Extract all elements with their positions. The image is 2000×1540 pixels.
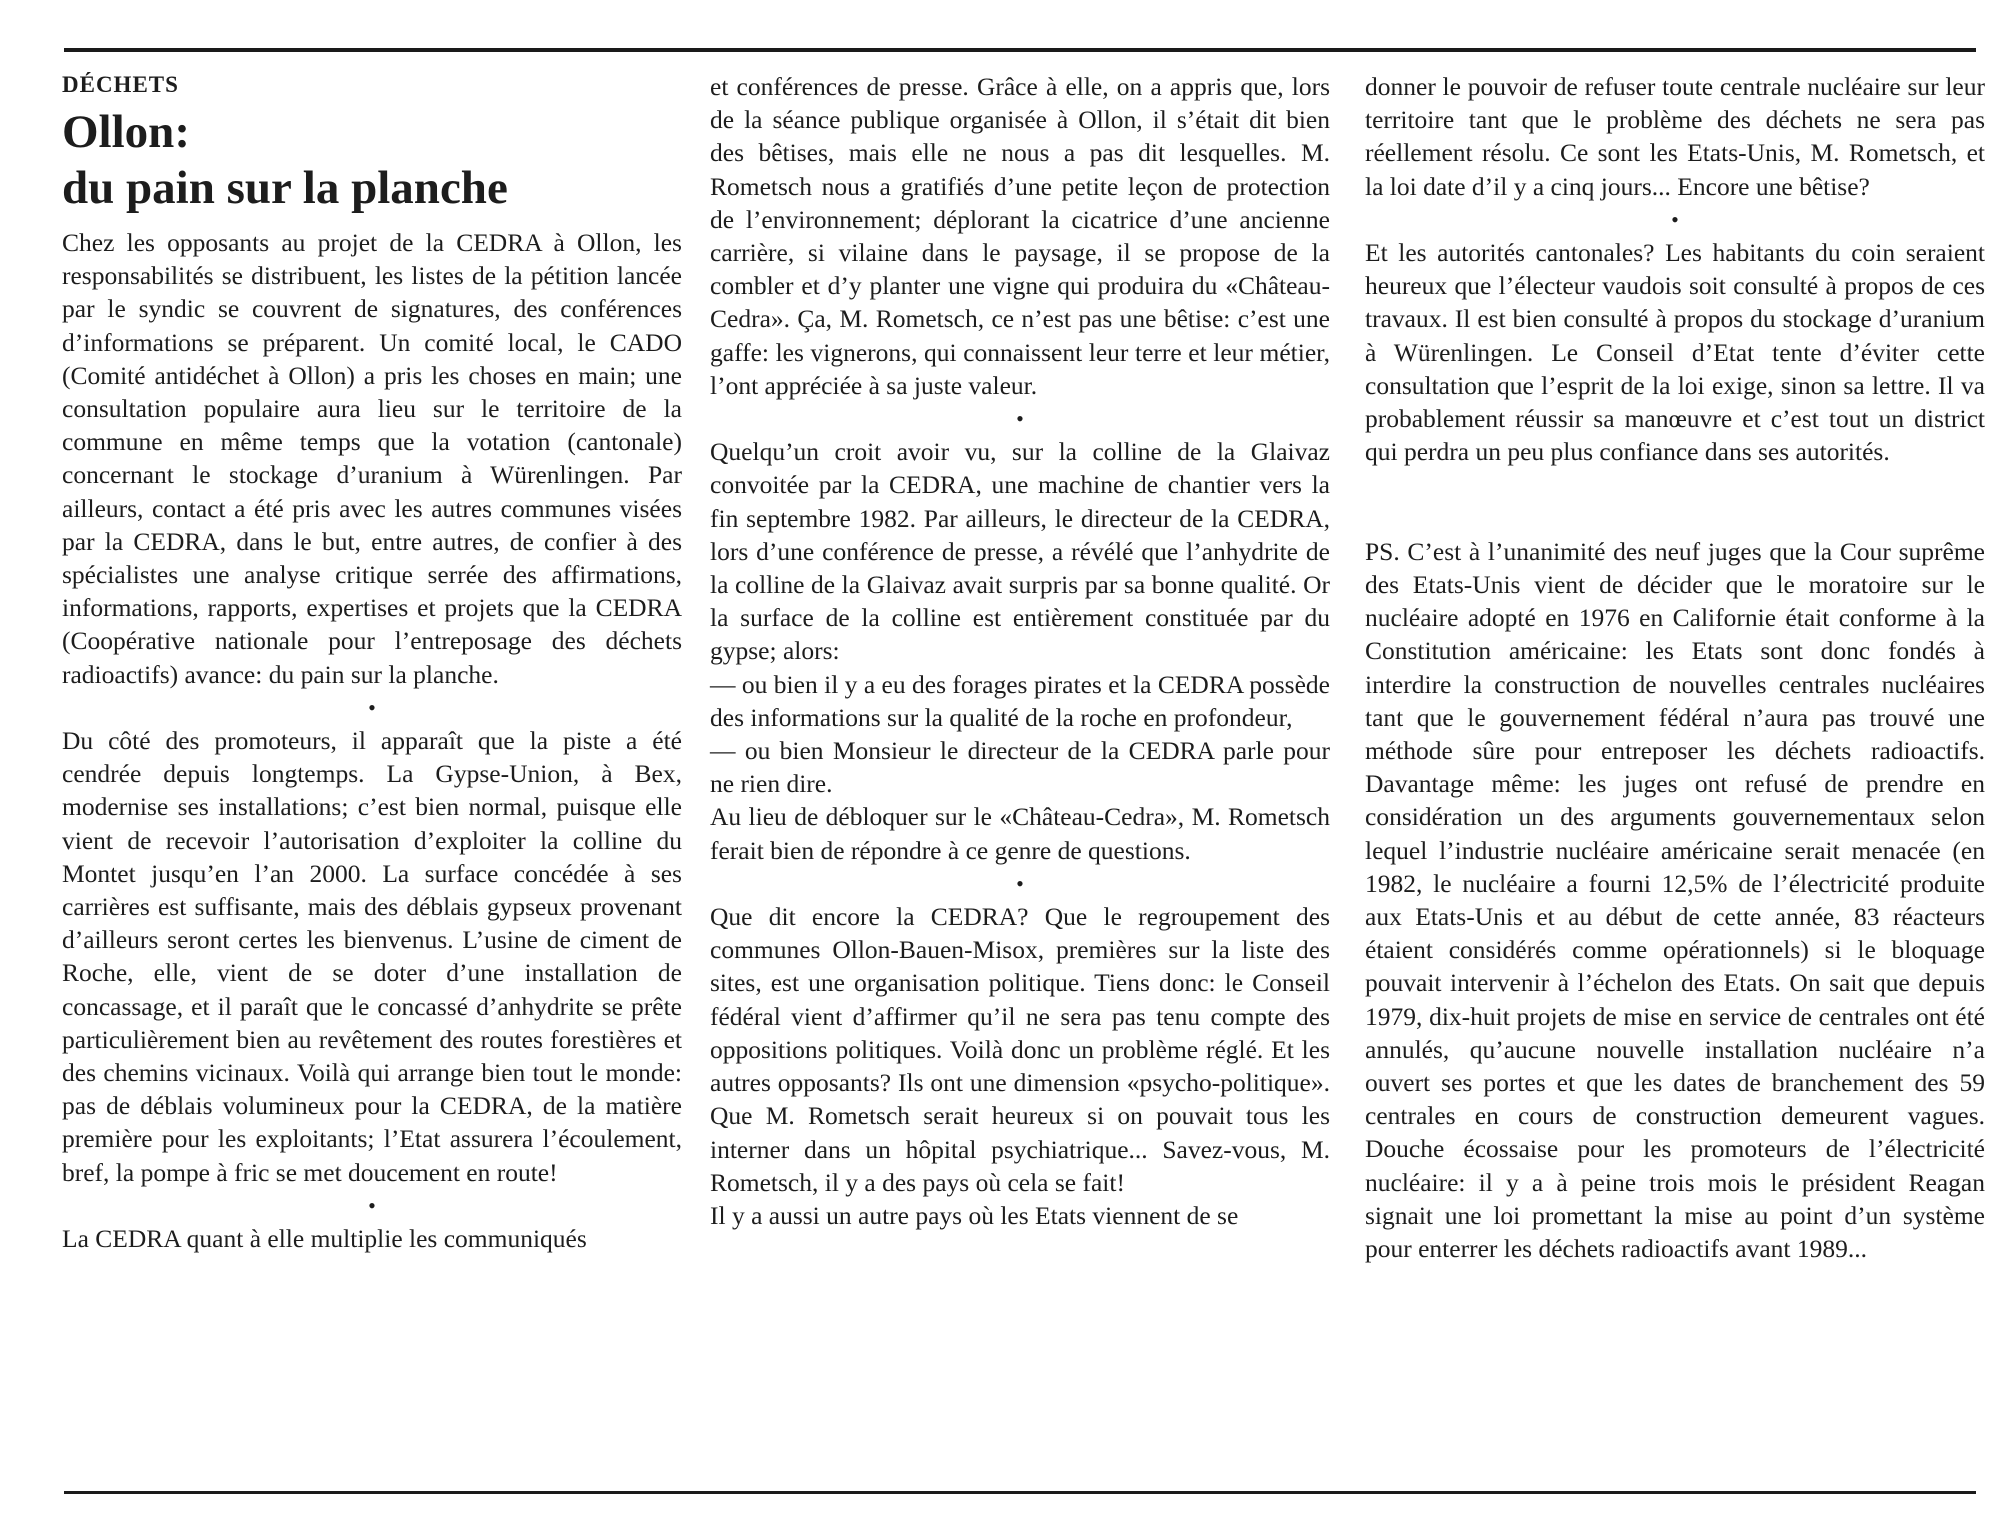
paragraph: donner le pouvoir de refuser toute centrale nucléaire sur leur territoire tant que le problème des déchets ne sera pas réellement résolu. Ce sont les Etats-Unis, M. Rometsch, et la loi date d’il y a cinq jours... Encore une bêtise? (1365, 72, 1985, 201)
paragraph: La CEDRA quant à elle multiplie les communiqués (62, 1224, 587, 1254)
paragraph: — ou bien il y a eu des forages pirates et la CEDRA possède des informations sur la qualité de la roche en profondeur, (710, 669, 1330, 732)
section-kicker: DÉCHETS (62, 72, 179, 97)
spacer (1365, 468, 1985, 534)
paragraph: — ou bien Monsieur le directeur de la CEDRA parle pour ne rien dire. (710, 736, 1330, 799)
paragraph: Que dit encore la CEDRA? Que le regroupement des communes Ollon-Bauen-Misox, premières sur la liste des sites, est une organisation politique. Tiens donc: le Conseil fédéral vient d’affirmer qu’il ne sera pas tenu compte des oppositions politiques. Voilà donc un problème réglé. Et les autres opposants? Ils ont une dimension «psycho-politique». Que M. Rometsch serait heureux si on pouvait tous les interner dans un hôpital psychiatrique... Savez-vous, M. Rometsch, il y a des pays où cela se fait! (710, 902, 1330, 1197)
headline-line-1: Ollon: (62, 106, 190, 158)
paragraph: Chez les opposants au projet de la CEDRA à Ollon, les responsabilités se distribuent, les listes de la pétition lancée par le syndic se couvrent de signatures, des conférences d’informations se préparent. Un comité local, le CADO (Comité antidéchet à Ollon) a pris les choses en main; une consultation populaire aura lieu sur le territoire de la commune en même temps que la votation (cantonale) concernant le stockage d’uranium à Würenlingen. Par ailleurs, contact a été pris avec les autres communes visées par la CEDRA, dans le but, entre autres, de confier à des spécialistes une analyse critique serrée des affirmations, informations, rapports, expertises et projets que la CEDRA (Coopérative nationale pour l’entreposage des déchets radioactifs) avance: du pain sur la planche. (62, 228, 682, 689)
paragraph: Et les autorités cantonales? Les habitants du coin seraient heureux que l’électeur vaudois soit consulté à propos de ces travaux. Il est bien consulté à propos du stockage d’uranium à Würenlingen. Le Conseil d’Etat tente d’éviter cette consultation que l’esprit de la loi exige, sinon sa lettre. Il va probablement réussir sa manœuvre et c’est tout un district qui perdra un peu plus confiance dans ses autorités. (1365, 238, 1985, 467)
paragraph: et conférences de presse. Grâce à elle, on a appris que, lors de la séance publique organisée à Ollon, il s’était dit bien des bêtises, mais elle ne nous a pas dit lesquelles. M. Rometsch nous a gratifiés d’une petite leçon de protection de l’environnement; déplorant la cicatrice d’une ancienne carrière, si vilaine dans le paysage, il se propose de la combler et d’y planter une vigne qui produira du «Château-Cedra». Ça, M. Rometsch, ce n’est pas une bêtise: c’est une gaffe: les vignerons, qui connaissent leur terre et leur métier, l’ont appréciée à sa juste valeur. (710, 72, 1330, 400)
separator-bullet: • (1671, 206, 1679, 232)
separator-bullet: • (1016, 870, 1024, 896)
column-2 (710, 70, 1330, 1232)
postscript-paragraph: PS. C’est à l’unanimité des neuf juges que la Cour suprême des Etats-Unis vient de décider que le moratoire sur le nucléaire adopté en 1976 en Californie était conforme à la Constitution américaine: les Etats sont donc fondés à interdire la construction de nouvelles centrales nucléaires tant que le gouvernement fédéral n’aura pas trouvé une méthode sûre pour entreposer les déchets radioactifs. Davantage même: les juges ont refusé de prendre en considération un des arguments gouvernementaux selon lequel l’industrie nucléaire américaine serait menacée (en 1982, le nucléaire a fourni 12,5% de l’électricité produite aux Etats-Unis et au début de cette année, 83 réacteurs étaient considérés comme opérationnels) si le bloquage pouvait intervenir à l’échelon des Etats. On sait que depuis 1979, dix-huit projets de mise en service de centrales ont été annulés, qu’aucune nouvelle installation nucléaire n’a ouvert ses portes et que les dates de branchement des 59 centrales en cours de construction demeurent vagues. Douche écossaise pour les promoteurs de l’électricité nucléaire: il y a à peine trois mois le président Reagan signait une loi promettant la mise au point d’un système pour enterrer les déchets radioactifs avant 1989... (1365, 536, 1985, 1264)
headline (62, 104, 682, 216)
paragraph: Du côté des promoteurs, il apparaît que la piste a été cendrée depuis longtemps. La Gypse-Union, à Bex, modernise ses installations; c’est bien normal, puisque elle vient de recevoir l’autorisation d’exploiter la colline du Montet jusqu’en l’an 2000. La surface concédée à ses carrières est suffisante, mais des déblais gypseux provenant d’ailleurs seront certes les bienvenus. L’usine de ciment de Roche, elle, vient de se doter d’une installation de concassage, et il paraît que le concassé d’anhydrite se prête particulièrement bien au revêtement des routes forestières et des chemins vicinaux. Voilà qui arrange bien tout le monde: pas de déblais volumineux pour la CEDRA, de la matière première pour les exploitants; l’Etat assurera l’écoulement, bref, la pompe à fric se met doucement en route! (62, 726, 682, 1187)
paragraph: Il y a aussi un autre pays où les Etats viennent de se (710, 1200, 1239, 1230)
paragraph: Quelqu’un croit avoir vu, sur la colline de la Glaivaz convoitée par la CEDRA, une machine de chantier vers la fin septembre 1982. Par ailleurs, le directeur de la CEDRA, lors d’une conférence de presse, a révélé que l’anhydrite de la colline de la Glaivaz avait surpris par sa bonne qualité. Or la surface de la colline est entièrement constituée par du gypse; alors: (710, 437, 1330, 666)
paragraph: Au lieu de débloquer sur le «Château-Cedra», M. Rometsch ferait bien de répondre à ce genre de questions. (710, 802, 1330, 865)
column-3 (1365, 70, 1985, 1265)
separator-bullet: • (368, 694, 376, 720)
separator-bullet: • (368, 1192, 376, 1218)
top-rule (64, 48, 1976, 52)
headline-line-2: du pain sur la planche (62, 162, 508, 214)
bottom-rule (64, 1491, 1976, 1494)
column-1 (62, 70, 682, 1255)
separator-bullet: • (1016, 406, 1024, 432)
